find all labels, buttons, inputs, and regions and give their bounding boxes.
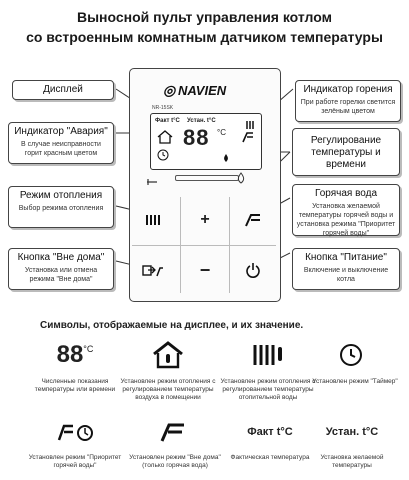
symbol-caption-2: Установлен режим отопления с регулированием температуры воздуха в помещении [120,378,216,401]
display-unit: °C [217,128,226,137]
brand-logo [158,79,253,101]
minus-button[interactable]: − [199,259,211,280]
svg-text:◎: ◎ [163,82,176,98]
wrench-icon [146,173,158,191]
set-temp-label: Устан. t°C [187,118,216,124]
hot-water-button[interactable] [238,205,268,235]
callout-away: Кнопка "Вне дома" Установка или отмена режима "Вне дома" [8,248,114,290]
drop-small-icon [221,150,231,168]
house-small-icon [157,130,173,149]
callout-alarm: Индикатор "Авария" В случае неисправности горит красным цветом [8,122,114,164]
symbol-caption-3: Установлен режим отопления с регулированием температуры отопительной воды [220,378,316,401]
set-temp-icon: Устан. t°C [325,426,379,438]
house-thermometer-icon [148,340,188,370]
callout-display: Дисплей [12,80,114,100]
callout-heating-mode: Режим отопления Выбор режима отопления [8,186,114,228]
button-divider-h [132,245,276,246]
away-icon [158,420,188,444]
alarm-indicator [175,175,239,181]
callout-hot-water: Горячая вода Установка желаемой температуры горячей воды и установка режима "Приоритет горячей воды" [292,184,400,236]
symbol-caption-5: Установлен режим "Приоритет горячей воды" [28,454,122,469]
heating-mode-button[interactable] [138,205,168,235]
plus-button[interactable]: + [200,211,210,228]
page-title-line2: со встроенным комнатным датчиком температуры [26,29,383,45]
digits-icon: 88 °C [56,341,94,368]
remote-controller [129,68,281,302]
radiator-thermometer-icon [248,340,288,370]
tap-small-icon [241,130,255,148]
clock-small-icon [157,148,169,166]
fact-temp-icon: Факт t°C [247,426,293,438]
symbol-caption-6: Установлен режим "Вне дома" (только горячая вода) [129,454,221,469]
model-label: NR-15SK [152,105,174,111]
lcd-display [150,113,262,170]
clock-icon [336,340,366,370]
flame-icon [236,171,246,189]
symbol-caption-1: Численные показания температуры или времени [34,378,116,393]
power-button[interactable] [238,255,268,285]
fact-temp-label: Факт t°C [155,118,180,124]
svg-text:NAVIEN: NAVIEN [178,83,227,98]
symbols-heading: Символы, отображаемые на дисплее, и их значение. [40,320,304,331]
symbol-caption-7: Фактическая температура [230,454,310,461]
page-title-line1: Выносной пульт управления котлом [76,9,332,25]
callout-power: Кнопка "Питание" Включение и выключение котла [292,248,400,290]
away-button[interactable] [138,255,168,285]
hot-water-priority-icon [56,420,96,444]
callout-flame: Индикатор горения При работе горелки светится зелёным цветом [295,80,401,122]
callout-regulation: Регулирование температуры и времени [292,128,400,176]
display-digits: 88 [183,125,210,150]
symbol-caption-4: Установлен режим "Таймер" [312,378,398,385]
symbol-caption-8: Установка желаемой температуры [320,454,384,469]
